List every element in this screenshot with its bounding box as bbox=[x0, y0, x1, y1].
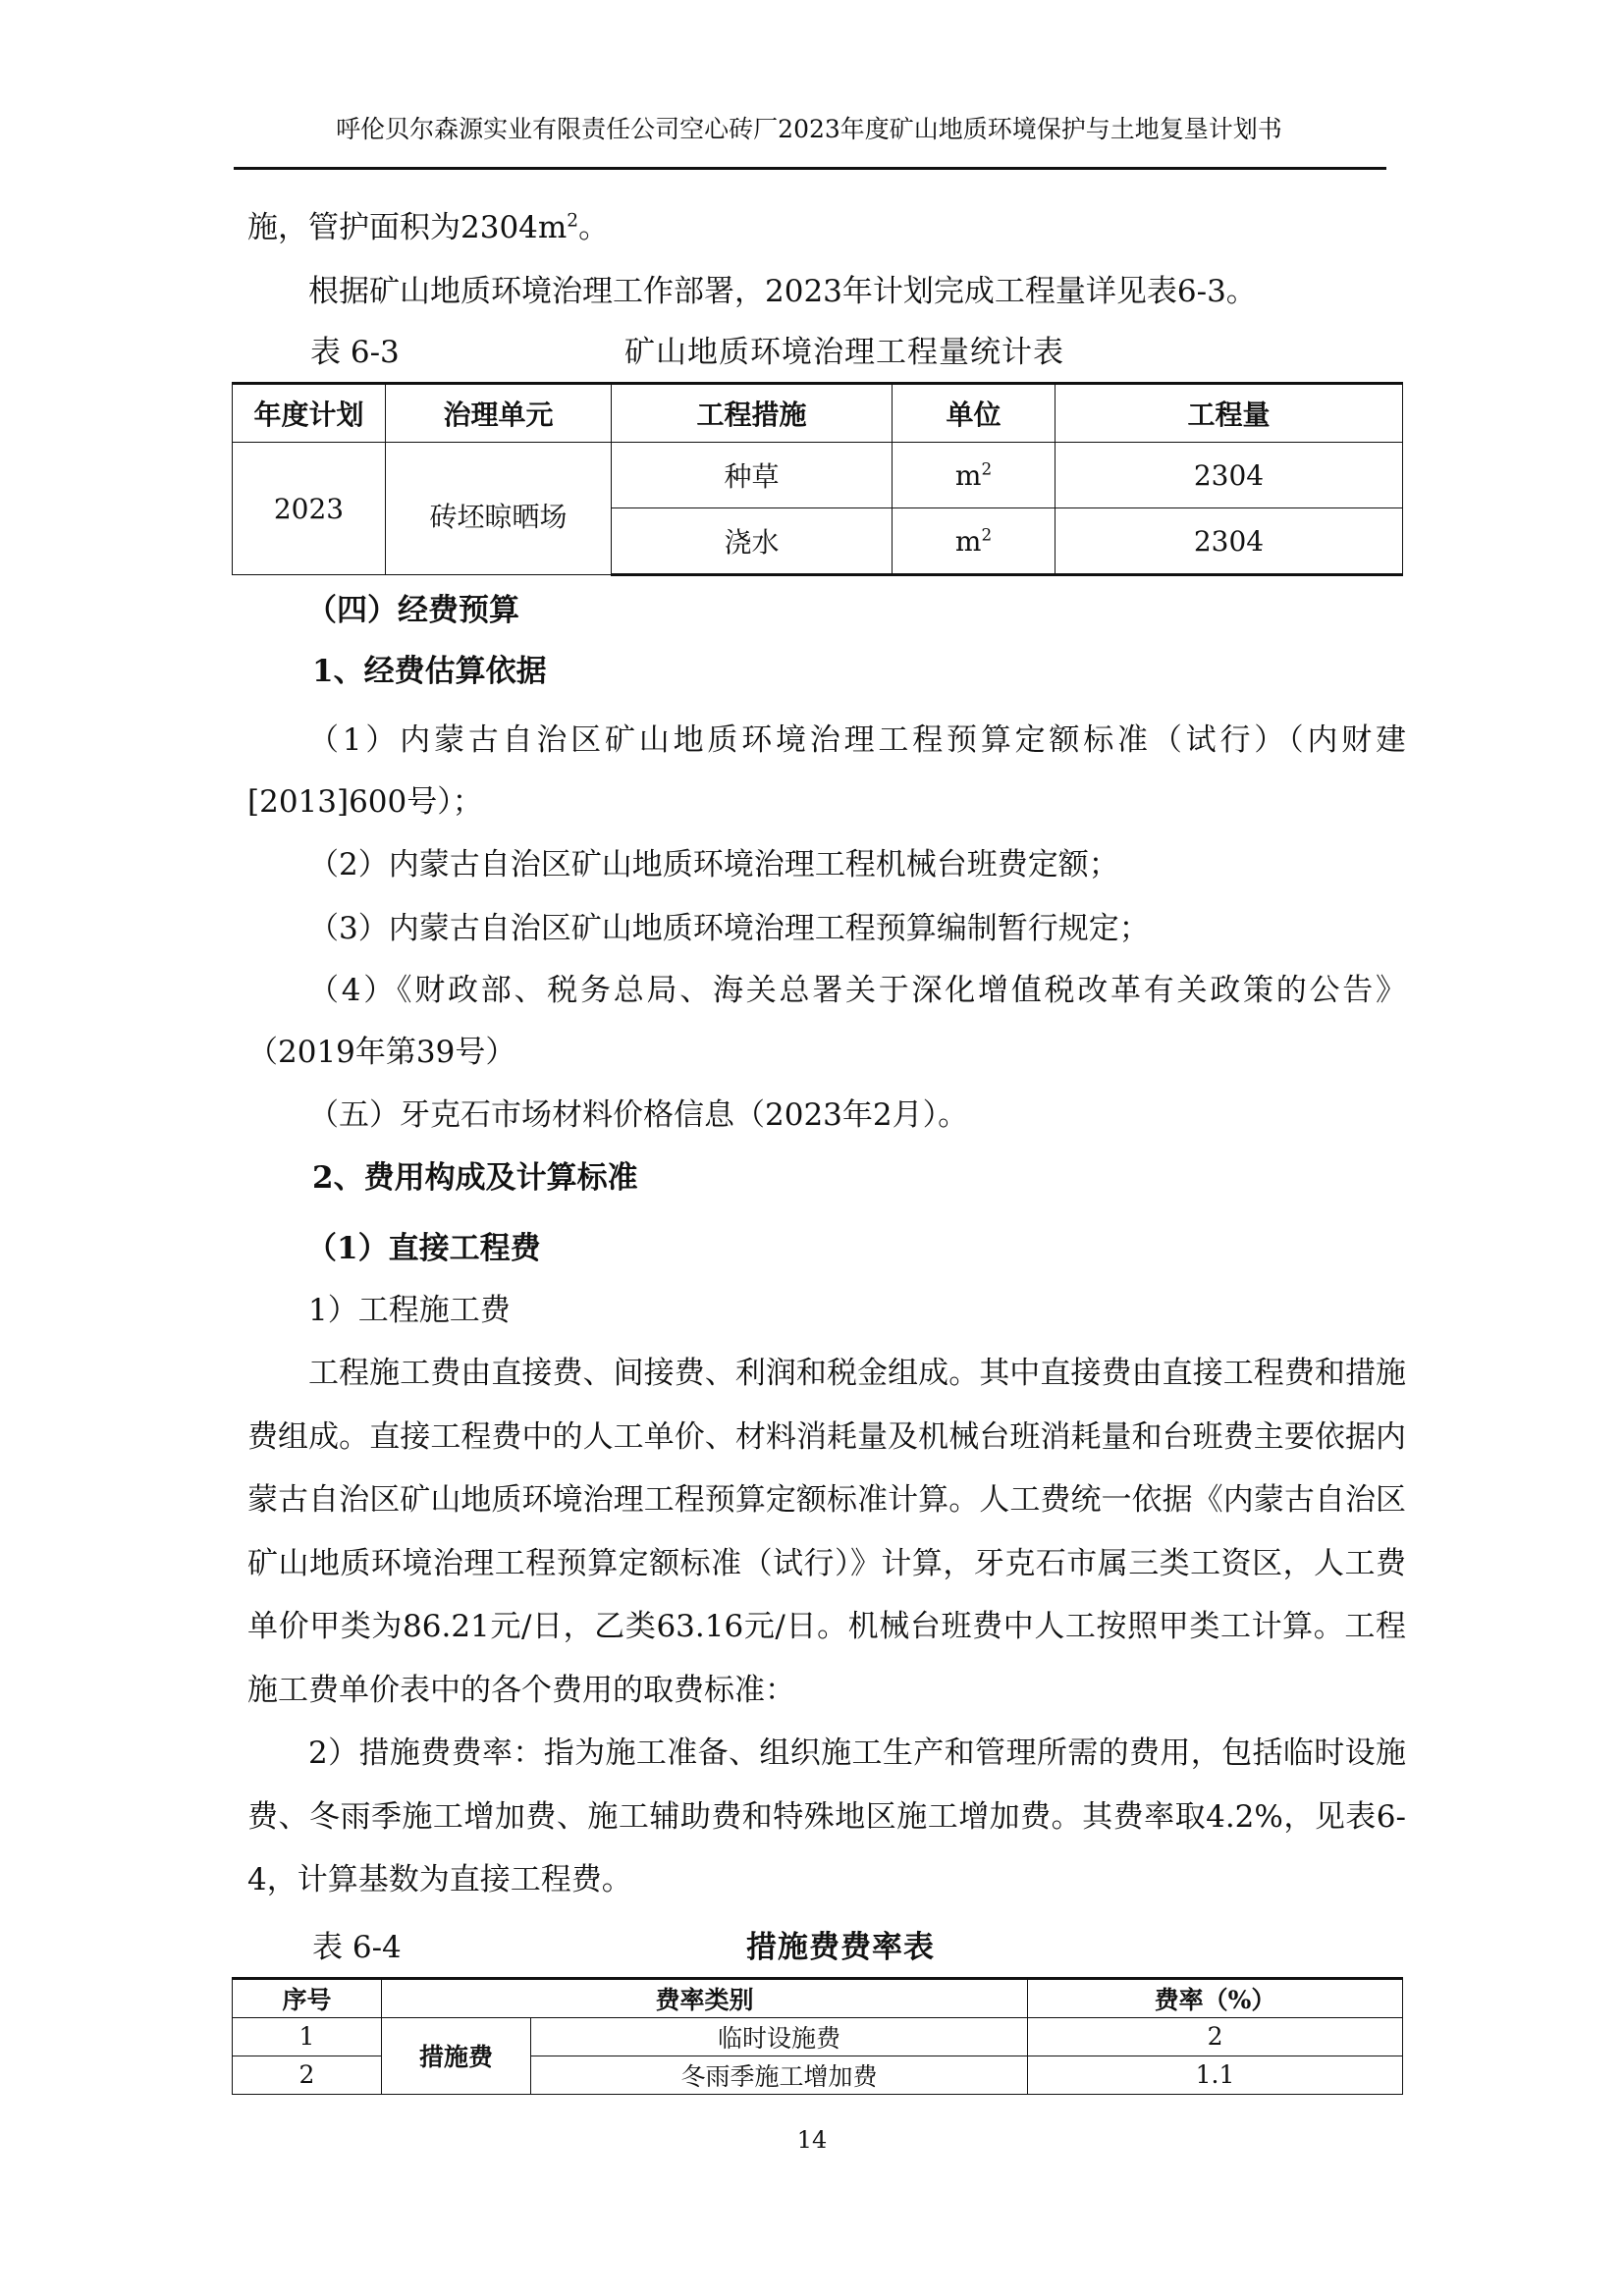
unit-text: m bbox=[954, 458, 982, 492]
section-4-heading: （四）经费预算 bbox=[306, 593, 519, 628]
basis-item-1: （1）内蒙古自治区矿山地质环境治理工程预算定额标准（试行）（内财建[2013]600号）； bbox=[247, 722, 1406, 820]
basis-item-5: （五）牙克石市场材料价格信息（2023年2月）。 bbox=[308, 1097, 969, 1133]
unit-cell bbox=[893, 443, 1056, 508]
header-rule bbox=[234, 167, 1386, 170]
table-6-3 bbox=[232, 382, 1403, 576]
rate-cell: 1.1 bbox=[1028, 2056, 1403, 2094]
quantity-cell: 2304 bbox=[1056, 508, 1403, 575]
measure-rate-paragraph: 2）措施费费率：指为施工准备、组织施工生产和管理所需的费用，包括临时设施费、冬雨季施工增加费、施工辅助费和特殊地区施工增加费。其费率取4.2%，见表6-4，计算基数为直接工程费。 bbox=[247, 1735, 1406, 1897]
header-cell: 治理单元 bbox=[386, 384, 612, 443]
budget-basis-heading: 1、经费估算依据 bbox=[312, 654, 547, 689]
running-header: 呼伦贝尔森源实业有限责任公司空心砖厂2023年度矿山地质环境保护与土地复垦计划书 bbox=[336, 115, 1282, 143]
unit-text: m bbox=[954, 524, 982, 558]
page-body bbox=[247, 196, 1406, 2095]
group-cell: 措施费 bbox=[382, 2017, 531, 2094]
measure-cell: 浇水 bbox=[612, 508, 893, 575]
basis-item-4: （4）《财政部、税务总局、海关总署关于深化增值税改革有关政策的公告》（2019年第39号） bbox=[247, 973, 1406, 1070]
table-6-4-title: 措施费费率表 bbox=[746, 1929, 935, 1965]
page-number: 14 bbox=[796, 2126, 828, 2154]
table-6-4-number: 表 6-4 bbox=[312, 1929, 402, 1965]
table-header-row bbox=[233, 384, 1403, 443]
quantity-cell: 2304 bbox=[1056, 443, 1403, 508]
measure-cell: 种草 bbox=[612, 443, 893, 508]
table-header-row bbox=[233, 1978, 1403, 2017]
header-cell: 工程措施 bbox=[612, 384, 893, 443]
header-cell: 工程量 bbox=[1056, 384, 1403, 443]
header-cell: 单位 bbox=[893, 384, 1056, 443]
area-text: 施，管护面积为2304m bbox=[247, 210, 568, 245]
table-6-4-caption bbox=[247, 1918, 1406, 1977]
table-6-4 bbox=[232, 1977, 1403, 2095]
category-cell: 临时设施费 bbox=[531, 2017, 1028, 2056]
basis-item-3: （3）内蒙古自治区矿山地质环境治理工程预算编制暂行规定； bbox=[308, 910, 1150, 946]
header-cell: 费率类别 bbox=[382, 1978, 1028, 2017]
area-superscript: 2 bbox=[567, 210, 579, 232]
basis-item-2: （2）内蒙古自治区矿山地质环境治理工程机械台班费定额； bbox=[308, 847, 1119, 882]
cost-structure-heading: 2、费用构成及计算标准 bbox=[312, 1159, 638, 1196]
construction-fee-heading: 1）工程施工费 bbox=[308, 1292, 511, 1328]
area-suffix: 。 bbox=[578, 210, 610, 245]
index-cell: 2 bbox=[233, 2056, 382, 2094]
table-row bbox=[233, 2017, 1403, 2056]
direct-cost-heading: （1）直接工程费 bbox=[306, 1230, 541, 1266]
governance-unit-cell: 砖坯晾晒场 bbox=[386, 443, 612, 575]
area-paragraph bbox=[247, 196, 1406, 260]
plan-paragraph: 根据矿山地质环境治理工作部署，2023年计划完成工程量详见表6-3。 bbox=[308, 273, 1257, 309]
rate-cell: 2 bbox=[1028, 2017, 1403, 2056]
category-cell: 冬雨季施工增加费 bbox=[531, 2056, 1028, 2094]
header-cell: 序号 bbox=[233, 1978, 382, 2017]
table-row bbox=[233, 443, 1403, 508]
table-6-3-number: 表 6-3 bbox=[310, 335, 400, 370]
header-cell: 年度计划 bbox=[233, 384, 386, 443]
unit-superscript: 2 bbox=[981, 524, 993, 545]
unit-cell bbox=[893, 508, 1056, 575]
header-cell: 费率（%） bbox=[1028, 1978, 1403, 2017]
index-cell: 1 bbox=[233, 2017, 382, 2056]
unit-superscript: 2 bbox=[981, 458, 993, 479]
construction-fee-paragraph: 工程施工费由直接费、间接费、利润和税金组成。其中直接费由直接工程费和措施费组成。直接工程费中的人工单价、材料消耗量及机械台班消耗量和台班费主要依据内蒙古自治区矿山地质环境治理工程预算定额标准计算。人工费统一依据《内蒙古自治区矿山地质环境治理工程预算定额标准（试行）》计算，牙克石市属三类工资区，人工费单价甲类为86.21元/日，乙类63.16元/日。机械台班费中人工按照甲类工计算。工程施工费单价表中的各个费用的取费标准： bbox=[247, 1356, 1406, 1708]
year-cell: 2023 bbox=[233, 443, 386, 575]
table-6-3-title: 矿山地质环境治理工程量统计表 bbox=[624, 335, 1064, 370]
table-6-3-caption bbox=[247, 323, 1406, 382]
